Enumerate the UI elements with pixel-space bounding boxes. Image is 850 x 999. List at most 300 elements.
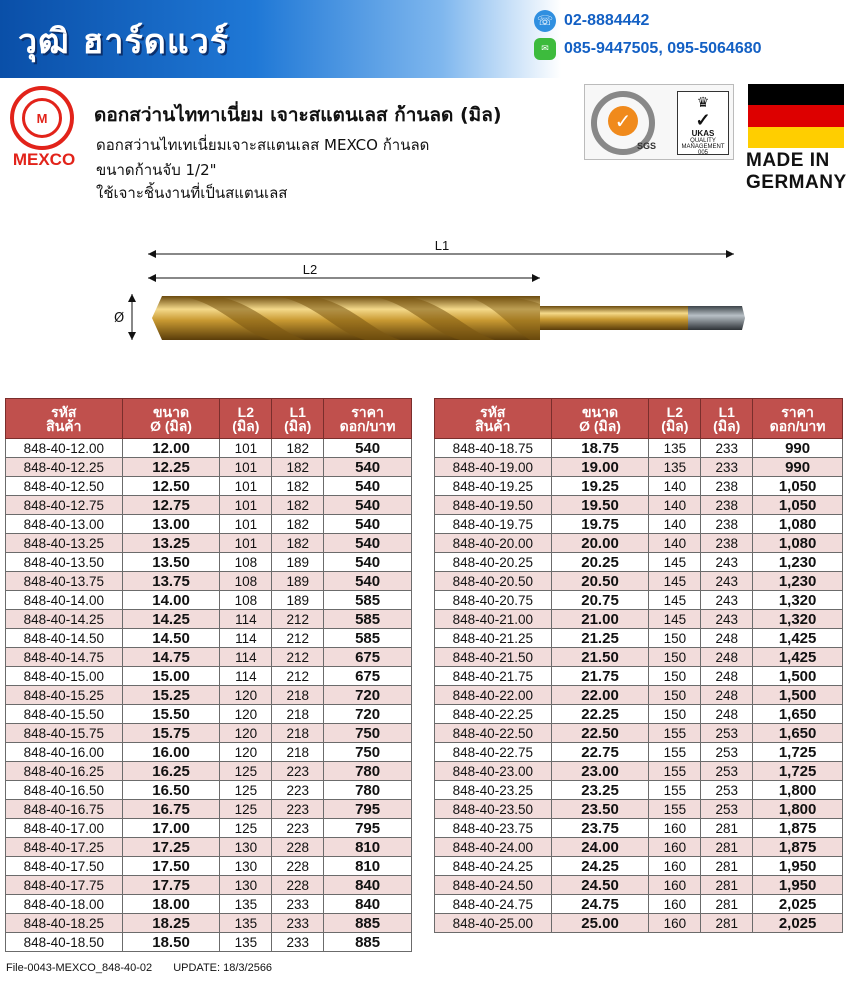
cell-size: 16.00 [122, 743, 220, 762]
cell-size: 23.75 [551, 819, 649, 838]
cell-l1: 281 [701, 857, 753, 876]
cell-l2: 140 [649, 477, 701, 496]
cell-l1: 228 [272, 876, 324, 895]
table-row [435, 705, 843, 724]
cell-l1: 233 [272, 933, 324, 952]
header-line-1: ขนาด [152, 403, 190, 420]
table-row [6, 477, 412, 496]
cell-l1: 238 [701, 496, 753, 515]
table-row [6, 458, 412, 477]
cell-price: 1,230 [753, 553, 843, 572]
cell-code: 848-40-23.75 [435, 819, 552, 838]
cell-l1: 212 [272, 610, 324, 629]
header-line-1: L1 [289, 403, 306, 420]
header-line-1: L2 [237, 403, 255, 420]
cell-l1: 243 [701, 553, 753, 572]
table-row [435, 800, 843, 819]
cell-l1: 253 [701, 724, 753, 743]
cell-l2: 150 [649, 629, 701, 648]
cell-price: 1,080 [753, 515, 843, 534]
store-name: วุฒิ ฮาร์ดแวร์ [18, 22, 230, 62]
table-row [6, 914, 412, 933]
table-row [435, 895, 843, 914]
header-banner [0, 0, 850, 78]
header-line-1: ราคา [351, 403, 384, 420]
cell-code: 848-40-12.00 [6, 439, 123, 458]
col-l1-header [701, 399, 753, 439]
table-row [435, 762, 843, 781]
cell-price: 540 [324, 477, 412, 496]
cell-l1: 243 [701, 572, 753, 591]
cell-l1: 253 [701, 800, 753, 819]
cell-l1: 182 [272, 515, 324, 534]
cell-code: 848-40-14.25 [6, 610, 123, 629]
table-row [6, 838, 412, 857]
table-row [435, 496, 843, 515]
cell-size: 21.75 [551, 667, 649, 686]
cell-l1: 189 [272, 553, 324, 572]
cell-price: 1,320 [753, 610, 843, 629]
table-row [6, 591, 412, 610]
cell-code: 848-40-24.25 [435, 857, 552, 876]
cell-l1: 182 [272, 439, 324, 458]
cell-l1: 212 [272, 648, 324, 667]
cell-l2: 108 [220, 591, 272, 610]
cell-size: 14.75 [122, 648, 220, 667]
table-row [6, 629, 412, 648]
drill-bit [152, 296, 745, 340]
cell-price: 840 [324, 895, 412, 914]
cell-size: 12.50 [122, 477, 220, 496]
cell-code: 848-40-22.25 [435, 705, 552, 724]
cell-l2: 108 [220, 572, 272, 591]
cell-l2: 155 [649, 800, 701, 819]
cell-l2: 101 [220, 439, 272, 458]
table-row [6, 876, 412, 895]
table-row [435, 743, 843, 762]
cell-price: 540 [324, 458, 412, 477]
cell-l2: 155 [649, 781, 701, 800]
cell-code: 848-40-15.50 [6, 705, 123, 724]
cell-l2: 114 [220, 667, 272, 686]
logo-brand-text: MEXCO [12, 150, 76, 169]
cell-price: 540 [324, 515, 412, 534]
line-icon: ✉ [534, 38, 556, 60]
cell-size: 14.00 [122, 591, 220, 610]
cell-code: 848-40-21.75 [435, 667, 552, 686]
cell-size: 16.50 [122, 781, 220, 800]
made-in-line: MADE IN [746, 150, 830, 171]
cell-l2: 145 [649, 572, 701, 591]
cell-l1: 248 [701, 648, 753, 667]
cell-l2: 145 [649, 553, 701, 572]
cell-price: 540 [324, 572, 412, 591]
cell-size: 21.50 [551, 648, 649, 667]
cell-l1: 253 [701, 781, 753, 800]
cell-l2: 135 [220, 895, 272, 914]
cell-l1: 218 [272, 705, 324, 724]
table-row [6, 819, 412, 838]
cell-l2: 160 [649, 895, 701, 914]
table-row [435, 515, 843, 534]
cell-price: 840 [324, 876, 412, 895]
cell-code: 848-40-16.75 [6, 800, 123, 819]
certification-badge [584, 84, 734, 160]
dimension-diameter [114, 294, 136, 340]
cell-price: 1,230 [753, 572, 843, 591]
germany-line: GERMANY [746, 172, 847, 193]
cell-size: 14.25 [122, 610, 220, 629]
cell-code: 848-40-22.00 [435, 686, 552, 705]
table-row [435, 914, 843, 933]
cell-size: 16.25 [122, 762, 220, 781]
cell-l2: 155 [649, 762, 701, 781]
cell-size: 13.25 [122, 534, 220, 553]
cell-size: 19.50 [551, 496, 649, 515]
cell-l1: 253 [701, 762, 753, 781]
cell-l1: 243 [701, 591, 753, 610]
cell-size: 12.25 [122, 458, 220, 477]
cell-price: 1,875 [753, 819, 843, 838]
label-l1: L1 [434, 238, 450, 253]
cell-code: 848-40-18.50 [6, 933, 123, 952]
cell-code: 848-40-23.50 [435, 800, 552, 819]
table-row [6, 496, 412, 515]
cell-code: 848-40-17.25 [6, 838, 123, 857]
price-table-right [434, 398, 843, 933]
cell-l2: 135 [649, 458, 701, 477]
table-body-right [435, 439, 843, 933]
cell-price: 1,800 [753, 781, 843, 800]
product-title: ดอกสว่านไททาเนี่ยม เจาะสแตนเลส ก้านลด (มิล) [94, 104, 502, 126]
cell-price: 675 [324, 667, 412, 686]
cell-size: 22.50 [551, 724, 649, 743]
table-row [6, 553, 412, 572]
cell-size: 23.00 [551, 762, 649, 781]
cell-price: 720 [324, 705, 412, 724]
cell-size: 22.75 [551, 743, 649, 762]
ukas-label: UKAS [691, 129, 715, 138]
cell-code: 848-40-25.00 [435, 914, 552, 933]
cell-size: 23.50 [551, 800, 649, 819]
cell-l2: 125 [220, 800, 272, 819]
cell-price: 795 [324, 819, 412, 838]
cell-price: 1,950 [753, 876, 843, 895]
cell-size: 25.00 [551, 914, 649, 933]
cell-l1: 218 [272, 686, 324, 705]
cell-l2: 120 [220, 743, 272, 762]
cell-code: 848-40-15.75 [6, 724, 123, 743]
cell-code: 848-40-20.50 [435, 572, 552, 591]
cell-size: 18.25 [122, 914, 220, 933]
cell-code: 848-40-24.75 [435, 895, 552, 914]
crown-icon: ♛ [696, 94, 710, 110]
cell-code: 848-40-18.75 [435, 439, 552, 458]
cell-l2: 135 [220, 914, 272, 933]
table-row [435, 591, 843, 610]
cell-code: 848-40-23.00 [435, 762, 552, 781]
cell-size: 18.75 [551, 439, 649, 458]
table-row [435, 477, 843, 496]
cell-code: 848-40-16.50 [6, 781, 123, 800]
sgs-label: SGS [637, 141, 657, 151]
table-header-row [435, 399, 843, 439]
cell-code: 848-40-22.75 [435, 743, 552, 762]
cell-code: 848-40-12.25 [6, 458, 123, 477]
cell-l2: 160 [649, 857, 701, 876]
cell-l1: 223 [272, 781, 324, 800]
cell-size: 20.75 [551, 591, 649, 610]
cell-l2: 101 [220, 458, 272, 477]
cell-l2: 120 [220, 686, 272, 705]
cell-price: 1,650 [753, 705, 843, 724]
cell-l2: 125 [220, 819, 272, 838]
cell-code: 848-40-21.50 [435, 648, 552, 667]
cell-price: 750 [324, 743, 412, 762]
cell-size: 17.50 [122, 857, 220, 876]
cell-price: 585 [324, 591, 412, 610]
cell-size: 24.50 [551, 876, 649, 895]
cell-l2: 114 [220, 648, 272, 667]
table-row [435, 610, 843, 629]
cell-size: 16.75 [122, 800, 220, 819]
header-line-1: L2 [666, 403, 684, 420]
cell-size: 13.00 [122, 515, 220, 534]
cell-l2: 120 [220, 705, 272, 724]
cell-l1: 238 [701, 534, 753, 553]
mexco-logo [6, 86, 78, 176]
cell-price: 795 [324, 800, 412, 819]
header-line-2: (มิล) [232, 417, 260, 434]
table-row [6, 857, 412, 876]
cell-size: 19.00 [551, 458, 649, 477]
cell-code: 848-40-20.00 [435, 534, 552, 553]
check-icon: ✓ [608, 106, 638, 136]
cell-l2: 140 [649, 534, 701, 553]
label-diameter: Ø [114, 311, 125, 326]
cell-l1: 223 [272, 819, 324, 838]
cell-l1: 182 [272, 477, 324, 496]
cell-l1: 228 [272, 838, 324, 857]
table-row [6, 648, 412, 667]
cell-code: 848-40-14.75 [6, 648, 123, 667]
phone-icon: ☏ [534, 10, 556, 32]
table-row [435, 781, 843, 800]
cell-price: 1,650 [753, 724, 843, 743]
cell-price: 1,725 [753, 743, 843, 762]
dimension-l1 [148, 238, 734, 258]
cell-l2: 125 [220, 762, 272, 781]
price-table-left [5, 398, 412, 952]
dimension-l2 [148, 262, 540, 282]
cell-price: 1,500 [753, 686, 843, 705]
header-line-2: (มิล) [713, 417, 741, 434]
table-row [435, 819, 843, 838]
cell-price: 585 [324, 610, 412, 629]
table-row [6, 610, 412, 629]
cell-size: 20.50 [551, 572, 649, 591]
flag-stripe-black [748, 84, 844, 105]
table-row [435, 876, 843, 895]
table-row [6, 800, 412, 819]
table-row [6, 743, 412, 762]
cell-price: 780 [324, 781, 412, 800]
cell-size: 21.25 [551, 629, 649, 648]
cell-price: 540 [324, 553, 412, 572]
table-row [435, 838, 843, 857]
logo-mark [10, 86, 74, 150]
col-price-header [324, 399, 412, 439]
cell-size: 24.25 [551, 857, 649, 876]
cell-l1: 182 [272, 458, 324, 477]
table-row [6, 705, 412, 724]
line-contact [534, 37, 762, 61]
cell-price: 1,050 [753, 477, 843, 496]
cell-code: 848-40-16.00 [6, 743, 123, 762]
cell-size: 19.25 [551, 477, 649, 496]
cell-code: 848-40-12.50 [6, 477, 123, 496]
table-row [6, 534, 412, 553]
cell-size: 15.75 [122, 724, 220, 743]
cell-price: 1,800 [753, 800, 843, 819]
cell-code: 848-40-17.75 [6, 876, 123, 895]
cell-l1: 243 [701, 610, 753, 629]
cell-size: 13.75 [122, 572, 220, 591]
cell-size: 17.00 [122, 819, 220, 838]
cell-code: 848-40-14.50 [6, 629, 123, 648]
cell-price: 585 [324, 629, 412, 648]
cell-code: 848-40-20.25 [435, 553, 552, 572]
cell-size: 20.25 [551, 553, 649, 572]
cell-l2: 145 [649, 610, 701, 629]
header-line-2: สินค้า [475, 417, 511, 434]
cell-l1: 248 [701, 667, 753, 686]
header-line-1: รหัส [480, 403, 506, 420]
cell-size: 17.75 [122, 876, 220, 895]
cell-l1: 218 [272, 724, 324, 743]
col-l2-header [220, 399, 272, 439]
cell-l2: 155 [649, 724, 701, 743]
cell-code: 848-40-15.00 [6, 667, 123, 686]
cell-l2: 114 [220, 629, 272, 648]
cell-size: 24.75 [551, 895, 649, 914]
cell-l1: 248 [701, 686, 753, 705]
cell-l1: 281 [701, 876, 753, 895]
cell-l1: 233 [272, 914, 324, 933]
cell-size: 23.25 [551, 781, 649, 800]
col-l2-header [649, 399, 701, 439]
cell-l1: 238 [701, 515, 753, 534]
cell-l2: 125 [220, 781, 272, 800]
cell-size: 14.50 [122, 629, 220, 648]
cell-code: 848-40-21.25 [435, 629, 552, 648]
drill-drawing [100, 232, 750, 382]
cell-price: 885 [324, 933, 412, 952]
table-row [435, 686, 843, 705]
cell-price: 990 [753, 458, 843, 477]
table-row [435, 667, 843, 686]
cell-price: 1,950 [753, 857, 843, 876]
logo-mark-inner: M [22, 98, 62, 138]
cell-code: 848-40-19.00 [435, 458, 552, 477]
cell-l2: 108 [220, 553, 272, 572]
ukas-badge [677, 91, 729, 155]
cell-size: 24.00 [551, 838, 649, 857]
cell-l2: 160 [649, 838, 701, 857]
table-row [6, 515, 412, 534]
cell-size: 15.25 [122, 686, 220, 705]
table-row [435, 857, 843, 876]
cell-code: 848-40-24.00 [435, 838, 552, 857]
cell-size: 15.00 [122, 667, 220, 686]
cell-code: 848-40-19.50 [435, 496, 552, 515]
col-size-header [122, 399, 220, 439]
cell-l2: 101 [220, 477, 272, 496]
cell-l1: 233 [701, 458, 753, 477]
cell-l2: 130 [220, 838, 272, 857]
header-line-2: Ø (มิล) [579, 417, 621, 434]
flag-stripe-gold [748, 127, 844, 148]
phone-contact [534, 9, 649, 33]
cell-price: 2,025 [753, 895, 843, 914]
header-line-1: ขนาด [581, 403, 619, 420]
cell-l1: 253 [701, 743, 753, 762]
cell-code: 848-40-17.00 [6, 819, 123, 838]
col-code-header [435, 399, 552, 439]
cell-l1: 212 [272, 629, 324, 648]
cell-l2: 140 [649, 515, 701, 534]
cell-code: 848-40-18.25 [6, 914, 123, 933]
cell-l1: 223 [272, 800, 324, 819]
cell-code: 848-40-12.75 [6, 496, 123, 515]
table-row [6, 781, 412, 800]
cell-l2: 140 [649, 496, 701, 515]
cell-size: 18.50 [122, 933, 220, 952]
cell-l2: 150 [649, 648, 701, 667]
cell-code: 848-40-21.00 [435, 610, 552, 629]
header-line-2: Ø (มิล) [150, 417, 192, 434]
footer-update: UPDATE: 18/3/2566 [173, 962, 273, 974]
mobile-number: 085-9447505, 095-5064680 [564, 40, 762, 57]
cell-l1: 238 [701, 477, 753, 496]
cell-l2: 150 [649, 667, 701, 686]
table-row [6, 724, 412, 743]
product-desc-1: ดอกสว่านไทเทเนี่ยมเจาะสแตนเลส MEXCO ก้านลด [96, 136, 430, 154]
cell-l2: 130 [220, 876, 272, 895]
cell-l2: 120 [220, 724, 272, 743]
cell-code: 848-40-19.25 [435, 477, 552, 496]
cell-code: 848-40-19.75 [435, 515, 552, 534]
table-row [6, 686, 412, 705]
col-price-header [753, 399, 843, 439]
footer [6, 962, 290, 974]
table-row [6, 895, 412, 914]
cell-code: 848-40-13.50 [6, 553, 123, 572]
header-line-1: ราคา [781, 403, 814, 420]
cell-code: 848-40-13.25 [6, 534, 123, 553]
cell-l1: 281 [701, 895, 753, 914]
cell-price: 780 [324, 762, 412, 781]
cell-size: 22.00 [551, 686, 649, 705]
cell-size: 18.00 [122, 895, 220, 914]
cell-price: 1,425 [753, 629, 843, 648]
ukas-tick-icon: ✓ [695, 110, 711, 130]
cell-l2: 160 [649, 819, 701, 838]
cell-code: 848-40-23.25 [435, 781, 552, 800]
cell-price: 540 [324, 439, 412, 458]
cell-price: 810 [324, 857, 412, 876]
header-line-1: รหัส [51, 403, 77, 420]
